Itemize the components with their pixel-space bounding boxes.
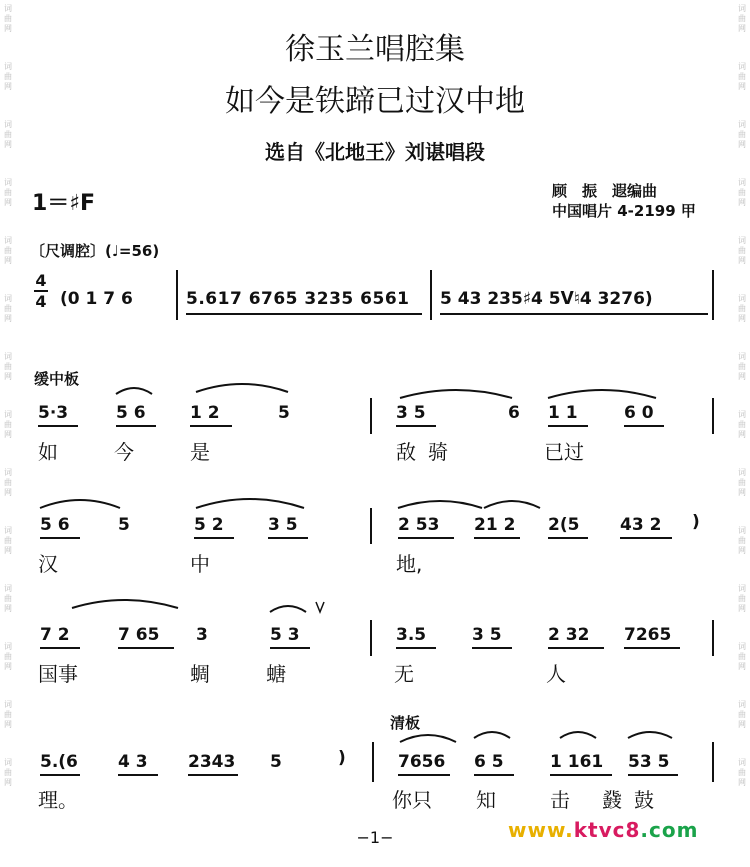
- underline: [398, 774, 450, 776]
- note-group: 5 3: [270, 625, 300, 645]
- note-group: 6 5: [474, 752, 504, 772]
- note-group: 3 5: [268, 515, 298, 535]
- underline: [398, 537, 454, 539]
- note-group: 1 2: [190, 403, 220, 423]
- note-group: 5: [118, 515, 130, 535]
- tempo-mark-clear: 清板: [390, 714, 421, 732]
- note-group: 2(5: [548, 515, 580, 535]
- note-group: 3: [196, 625, 208, 645]
- lyric: 你只: [392, 788, 432, 812]
- barline: [370, 398, 372, 434]
- note-group: 4 3: [118, 752, 148, 772]
- note-group: 5: [278, 403, 290, 423]
- lyric: 今: [114, 440, 134, 464]
- barline: [430, 270, 432, 320]
- note-group: 1 161: [550, 752, 604, 772]
- underline: [190, 425, 232, 427]
- note-group: 6: [508, 403, 520, 423]
- note-group: 21 2: [474, 515, 516, 535]
- underline: [268, 537, 308, 539]
- barline: [712, 270, 714, 320]
- composer-credit: 顾 振 遐编曲: [552, 182, 658, 200]
- underline: [40, 647, 80, 649]
- note-group: 5 2: [194, 515, 224, 535]
- note-group: 2 53: [398, 515, 440, 535]
- intro-measure-2: 5.617 6765 3235 6561: [186, 289, 410, 309]
- barline: [372, 742, 374, 782]
- underline: [40, 774, 80, 776]
- lyric: 知: [476, 788, 496, 812]
- source-line: 选自《北地王》刘谌唱段: [265, 140, 485, 164]
- note-group: 5.(6: [40, 752, 78, 772]
- note-group: 7265: [624, 625, 672, 645]
- underline: [40, 537, 80, 539]
- lyric: 螗: [266, 662, 286, 686]
- slur-group: [0, 722, 750, 752]
- note-group: 3.5: [396, 625, 427, 645]
- underline: [396, 425, 436, 427]
- intro-measure-3: 5 43 235♯4 5ᐯ♮4 3276): [440, 289, 653, 309]
- barline: [712, 398, 714, 434]
- barline: [370, 620, 372, 656]
- note-group: 5: [270, 752, 282, 772]
- underline: [186, 313, 422, 315]
- underline: [188, 774, 238, 776]
- lyric: 地,: [396, 552, 423, 576]
- time-signature: 4 4: [35, 271, 47, 311]
- record-credit: 中国唱片 4-2199 甲: [552, 202, 696, 220]
- underline: [472, 647, 512, 649]
- lyric: 敌: [396, 440, 416, 464]
- note-group: 2343: [188, 752, 236, 772]
- note-group: 3 5: [472, 625, 502, 645]
- note-group: 53 5: [628, 752, 670, 772]
- lyric: 是: [190, 440, 210, 464]
- underline: [396, 647, 436, 649]
- note-group: 7 2: [40, 625, 70, 645]
- note-group: 5 6: [40, 515, 70, 535]
- note-group: 7656: [398, 752, 446, 772]
- underline: [548, 537, 588, 539]
- tempo-mark-slow: 缓中板: [34, 370, 80, 388]
- song-title: 如今是铁蹄已过汉中地: [225, 84, 525, 119]
- close-paren: ): [692, 512, 700, 532]
- note-group: 7 65: [118, 625, 160, 645]
- lyric: 鼓: [634, 788, 654, 812]
- lyric: 汉: [38, 552, 58, 576]
- underline: [550, 774, 612, 776]
- underline: [194, 537, 234, 539]
- collection-title: 徐玉兰唱腔集: [285, 32, 465, 67]
- underline: [628, 774, 678, 776]
- lyric: 蜩: [190, 662, 210, 686]
- side-watermark-right: 词曲网 词曲网 词曲网 词曲网 词曲网 词曲网 词曲网 词曲网 词曲网 词曲网 词曲网 词曲网 词曲网 词曲网: [738, 4, 746, 787]
- lyric: 如: [38, 440, 58, 464]
- underline: [548, 647, 604, 649]
- note-group: 2 32: [548, 625, 590, 645]
- lyric: 骑: [428, 440, 448, 464]
- underline: [620, 537, 672, 539]
- lyric: 已过: [544, 440, 584, 464]
- underline: [118, 647, 174, 649]
- note-group: 3 5: [396, 403, 426, 423]
- note-group: 6 0: [624, 403, 654, 423]
- underline: [118, 774, 158, 776]
- barline: [712, 742, 714, 782]
- page-number: −1−: [356, 828, 394, 847]
- side-watermark-left: 词曲网 词曲网 词曲网 词曲网 词曲网 词曲网 词曲网 词曲网 词曲网 词曲网 词曲网 词曲网 词曲网 词曲网: [4, 4, 12, 787]
- barline: [712, 620, 714, 656]
- note-group: 5 6: [116, 403, 146, 423]
- key-signature: 1＝♯F: [32, 191, 95, 216]
- mode-tempo: 〔尺调腔〕(♩=56): [30, 242, 160, 260]
- underline: [116, 425, 156, 427]
- lyric: 中: [190, 552, 210, 576]
- underline: [270, 647, 310, 649]
- lyric: 鼗: [602, 788, 622, 812]
- note-group: 5·3: [38, 403, 69, 423]
- lyric: 无: [394, 662, 414, 686]
- underline: [624, 647, 680, 649]
- slur-group: [0, 592, 750, 622]
- underline: [624, 425, 664, 427]
- lyric: 国事: [38, 662, 78, 686]
- barline: [176, 270, 178, 320]
- lyric: 人: [546, 662, 566, 686]
- underline: [474, 537, 520, 539]
- note-group: 43 2: [620, 515, 662, 535]
- underline: [548, 425, 588, 427]
- barline: [370, 508, 372, 544]
- underline: [38, 425, 78, 427]
- intro-measure-1: (0 1 7 6: [60, 289, 133, 309]
- lyric: 击: [550, 788, 570, 812]
- underline: [474, 774, 514, 776]
- site-watermark[interactable]: www.ktvc8.com: [508, 818, 699, 842]
- note-group: 1 1: [548, 403, 578, 423]
- lyric: 理。: [38, 788, 78, 812]
- underline: [440, 313, 708, 315]
- close-paren: ): [338, 748, 346, 768]
